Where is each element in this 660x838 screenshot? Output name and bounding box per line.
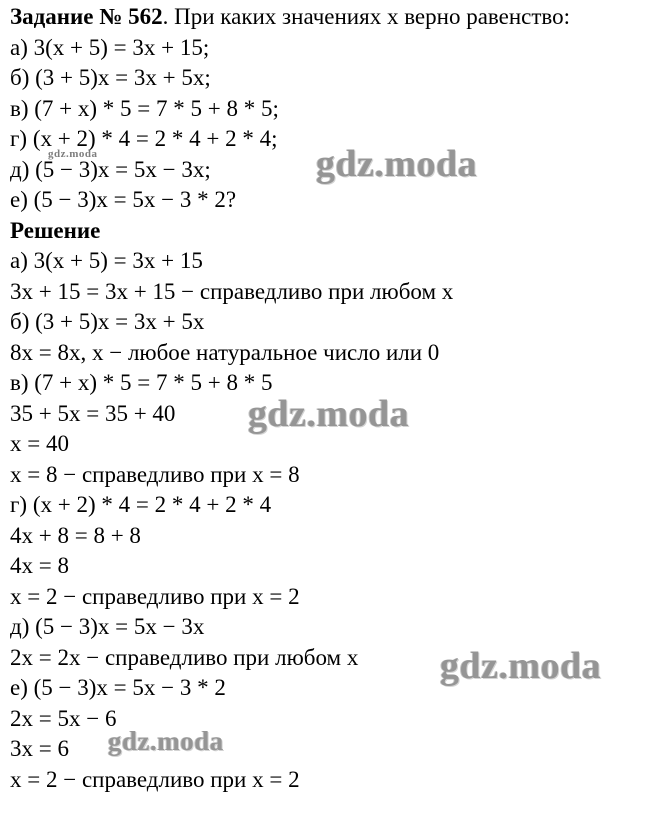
solution-line: x = 40 <box>10 431 69 456</box>
task-item: д) (5 − 3)x = 5x − 3x; <box>10 156 211 182</box>
task-question: . При каких значениях x верно равенство: <box>162 4 570 29</box>
solution-line: 3x = 6 <box>10 736 69 761</box>
task-item: а) 3(x + 5) = 3x + 15; <box>10 34 210 60</box>
solution-line: x = 8 − справедливо при x = 8 <box>10 461 300 487</box>
solution-line: д) (5 − 3)x = 5x − 3x <box>10 614 205 639</box>
solution-line: 35 + 5x = 35 + 40 <box>10 400 176 426</box>
solution-line: 4x + 8 = 8 + 8 <box>10 522 141 548</box>
solution-line: е) (5 − 3)x = 5x − 3 * 2 <box>10 675 226 700</box>
watermark-small: gdz.moda <box>48 148 98 160</box>
solution-line: в) (7 + x) * 5 = 7 * 5 + 8 * 5 <box>10 370 273 395</box>
solution-line: 4x = 8 <box>10 553 69 578</box>
solution-line: x = 2 − справедливо при x = 2 <box>10 766 300 792</box>
watermark: gdz.moda <box>108 726 224 756</box>
solution-line: 3x + 15 = 3x + 15 − справедливо при любом x <box>10 278 454 304</box>
solution-line: г) (x + 2) * 4 = 2 * 4 + 2 * 4 <box>10 492 272 517</box>
solution-line: б) (3 + 5)x = 3x + 5x <box>10 309 205 334</box>
solution-line: 2x = 5x − 6 <box>10 705 117 731</box>
solution-line: а) 3(x + 5) = 3x + 15 <box>10 248 203 273</box>
task-item: в) (7 + x) * 5 = 7 * 5 + 8 * 5; <box>10 95 279 121</box>
solution-heading: Решение <box>10 217 101 243</box>
watermark: gdz.moda <box>440 645 602 687</box>
task-heading: Задание № 562 <box>10 4 163 29</box>
task-item: б) (3 + 5)x = 3x + 5x; <box>10 65 211 90</box>
solution-line: 8x = 8x, x − любое натуральное число или 0 <box>10 339 440 365</box>
solution-line: 2x = 2x − справедливо при любом x <box>10 644 359 670</box>
task-title-line <box>10 2 660 33</box>
watermark: gdz.moda <box>248 393 410 435</box>
task-item: г) (x + 2) * 4 = 2 * 4 + 2 * 4; <box>10 126 278 151</box>
watermark: gdz.moda <box>316 143 478 185</box>
task-item: е) (5 − 3)x = 5x − 3 * 2? <box>10 187 237 212</box>
solution-line: x = 2 − справедливо при x = 2 <box>10 583 300 609</box>
